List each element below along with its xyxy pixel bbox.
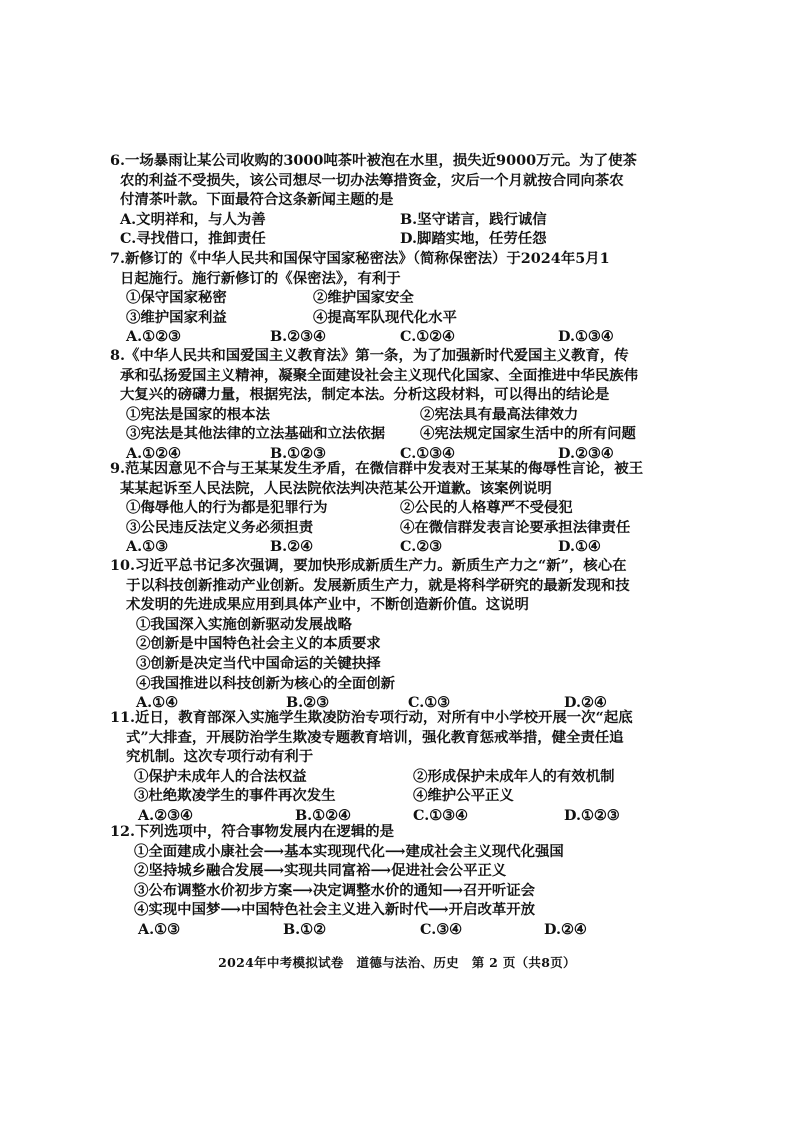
option-row	[110, 229, 684, 249]
option-b: B.②④	[270, 538, 313, 556]
statement-2: ②形成保护未成年人的有效机制	[413, 767, 615, 785]
question-stem-line: 日起施行。施行新修订的《保密法》，有利于	[120, 269, 401, 287]
statement-row	[110, 842, 684, 862]
statement-4: ④在微信群发表言论要承担法律责任	[400, 518, 631, 536]
question-stem-line: 7.新修订的《中华人民共和国保守国家秘密法》（简称保密法）于2024年5月1	[110, 250, 610, 267]
option-a: A.①③	[126, 538, 168, 556]
statement-4: ④实现中国梦⟶中国特色社会主义进入新时代⟶开启改革开放	[134, 901, 536, 919]
question-8	[110, 346, 684, 464]
statement-1: ①保守国家秘密	[126, 289, 227, 307]
statement-row	[110, 405, 684, 425]
statement-row	[110, 518, 684, 538]
statement-1: ①全面建成小康社会⟶基本实现现代化⟶建成社会主义现代化强国	[134, 842, 564, 860]
page-footer: 2024年中考模拟试卷 道德与法治、历史 第 2 页（共8页）	[218, 955, 576, 970]
question-stem-line: 10.习近平总书记多次强调，要加快形成新质生产力。新质生产力之“新”，核心在	[110, 557, 627, 574]
statement-row	[110, 654, 684, 674]
statement-1: ①侮辱他人的行为都是犯罪行为	[126, 499, 328, 517]
option-b: B.②③④	[270, 328, 326, 346]
question-stem-line: 大复兴的磅礴力量，根据宪法，制定本法。分析这段材料，可以得出的结论是	[120, 386, 610, 404]
statement-4: ④提高军队现代化水平	[313, 308, 457, 326]
option-row	[110, 537, 684, 557]
option-a: A.①②③	[126, 328, 181, 346]
option-d: D.①④	[558, 538, 601, 556]
question-stem-line: 12.下列选项中，符合事物发展内在逻辑的是	[110, 823, 395, 840]
question-stem-line: 某某起诉至人民法院，人民法院依法判决范某公开道歉。该案例说明	[120, 479, 552, 497]
option-a: A.①④	[136, 694, 178, 712]
option-d: D.②④	[544, 920, 587, 938]
option-c: C.①③	[408, 694, 451, 712]
option-row	[110, 210, 684, 230]
option-b: B.坚守诺言，践行诚信	[400, 210, 547, 228]
statement-row	[110, 861, 684, 881]
option-c: C.①③④	[413, 806, 468, 824]
statement-2: ②宪法具有最高法律效力	[420, 405, 579, 423]
option-c: C.①③④	[400, 444, 455, 462]
question-stem-line: 农的利益不受损失，该公司想尽一切办法筹措资金，灾后一个月就按合同向茶农	[120, 171, 624, 189]
question-6	[110, 151, 684, 249]
option-c: C.①②④	[400, 328, 455, 346]
question-stem-line: 11.近日，教育部深入实施学生欺凌防治专项行动，对所有中小学校开展一次“起底	[110, 709, 633, 726]
statement-3: ③公布调整水价初步方案⟶决定调整水价的通知⟶召开听证会	[134, 881, 536, 899]
option-c: C.②③	[400, 538, 443, 556]
statement-3: ③宪法是其他法律的立法基础和立法依据	[126, 425, 386, 443]
question-stem-line: 式”大排查，开展防治学生欺凌专题教育培训，强化教育惩戒举措，健全责任追	[126, 728, 624, 746]
question-stem-line: 术发明的先进成果应用到具体产业中，不断创造新价值。这说明	[126, 596, 529, 614]
question-12	[110, 822, 684, 940]
question-7	[110, 249, 684, 347]
option-b: B.②③	[286, 694, 329, 712]
option-row	[110, 920, 684, 940]
statement-2: ②创新是中国特色社会主义的本质要求	[136, 635, 381, 653]
statement-3: ③创新是决定当代中国命运的关键抉择	[136, 654, 381, 672]
option-d: D.脚踏实地，任劳任怨	[400, 230, 547, 248]
statement-row	[110, 634, 684, 654]
question-10	[110, 556, 684, 713]
statement-row	[110, 900, 684, 920]
question-stem-line: 究机制。这次专项行动有利于	[126, 748, 314, 766]
option-c: C.寻找借口，推卸责任	[120, 230, 266, 248]
statement-row	[110, 498, 684, 518]
option-c: C.③④	[420, 920, 463, 938]
option-a: A.②③④	[138, 806, 193, 824]
statement-row	[110, 767, 684, 787]
option-b: B.①②③	[270, 444, 326, 462]
option-d: D.②④	[564, 694, 607, 712]
statement-3: ③公民违反法定义务必须担责	[126, 518, 314, 536]
option-a: A.文明祥和，与人为善	[120, 210, 266, 228]
statement-3: ③维护国家利益	[126, 308, 227, 326]
question-stem-line: 9.范某因意见不合与王某某发生矛盾，在微信群中发表对王某某的侮辱性言论，被王	[110, 460, 644, 477]
option-a: A.①③	[138, 920, 180, 938]
statement-row	[110, 786, 684, 806]
statement-row	[110, 674, 684, 694]
statement-row	[110, 424, 684, 444]
statement-row	[110, 308, 684, 328]
question-11	[110, 708, 684, 826]
statement-2: ②公民的人格尊严不受侵犯	[400, 499, 573, 517]
option-d: D.①③④	[558, 328, 614, 346]
option-b: B.①②④	[295, 806, 351, 824]
question-stem-line: 付清茶叶款。下面最符合这条新闻主题的是	[120, 191, 394, 209]
statement-4: ④我国推进以科技创新为核心的全面创新	[136, 674, 396, 692]
option-d: D.②③④	[558, 444, 614, 462]
question-9	[110, 459, 684, 557]
option-d: D.①②③	[564, 806, 620, 824]
statement-row	[110, 615, 684, 635]
question-stem-line: 8.《中华人民共和国爱国主义教育法》第一条，为了加强新时代爱国主义教育，传	[110, 347, 629, 364]
question-stem-line: 承和弘扬爱国主义精神，凝聚全面建设社会主义现代化国家、全面推进中华民族伟	[120, 366, 639, 384]
statement-1: ①我国深入实施创新驱动发展战略	[136, 615, 352, 633]
statement-4: ④维护公平正义	[413, 787, 514, 805]
question-stem-line: 6.一场暴雨让某公司收购的3000吨茶叶被泡在水里，损失近9000万元。为了使茶	[110, 152, 637, 169]
option-a: A.①②④	[126, 444, 181, 462]
statement-4: ④宪法规定国家生活中的所有问题	[420, 425, 636, 443]
statement-2: ②坚持城乡融合发展⟶实现共同富裕⟶促进社会公平正义	[134, 862, 507, 880]
option-row	[110, 327, 684, 347]
statement-1: ①宪法是国家的根本法	[126, 405, 270, 423]
option-b: B.①②	[283, 920, 326, 938]
statement-3: ③杜绝欺凌学生的事件再次发生	[134, 787, 336, 805]
question-stem-line: 于以科技创新推动产业创新。发展新质生产力，就是将科学研究的最新发现和技	[126, 576, 630, 594]
statement-row	[110, 881, 684, 901]
statement-1: ①保护未成年人的合法权益	[134, 767, 307, 785]
statement-row	[110, 288, 684, 308]
statement-2: ②维护国家安全	[313, 289, 414, 307]
